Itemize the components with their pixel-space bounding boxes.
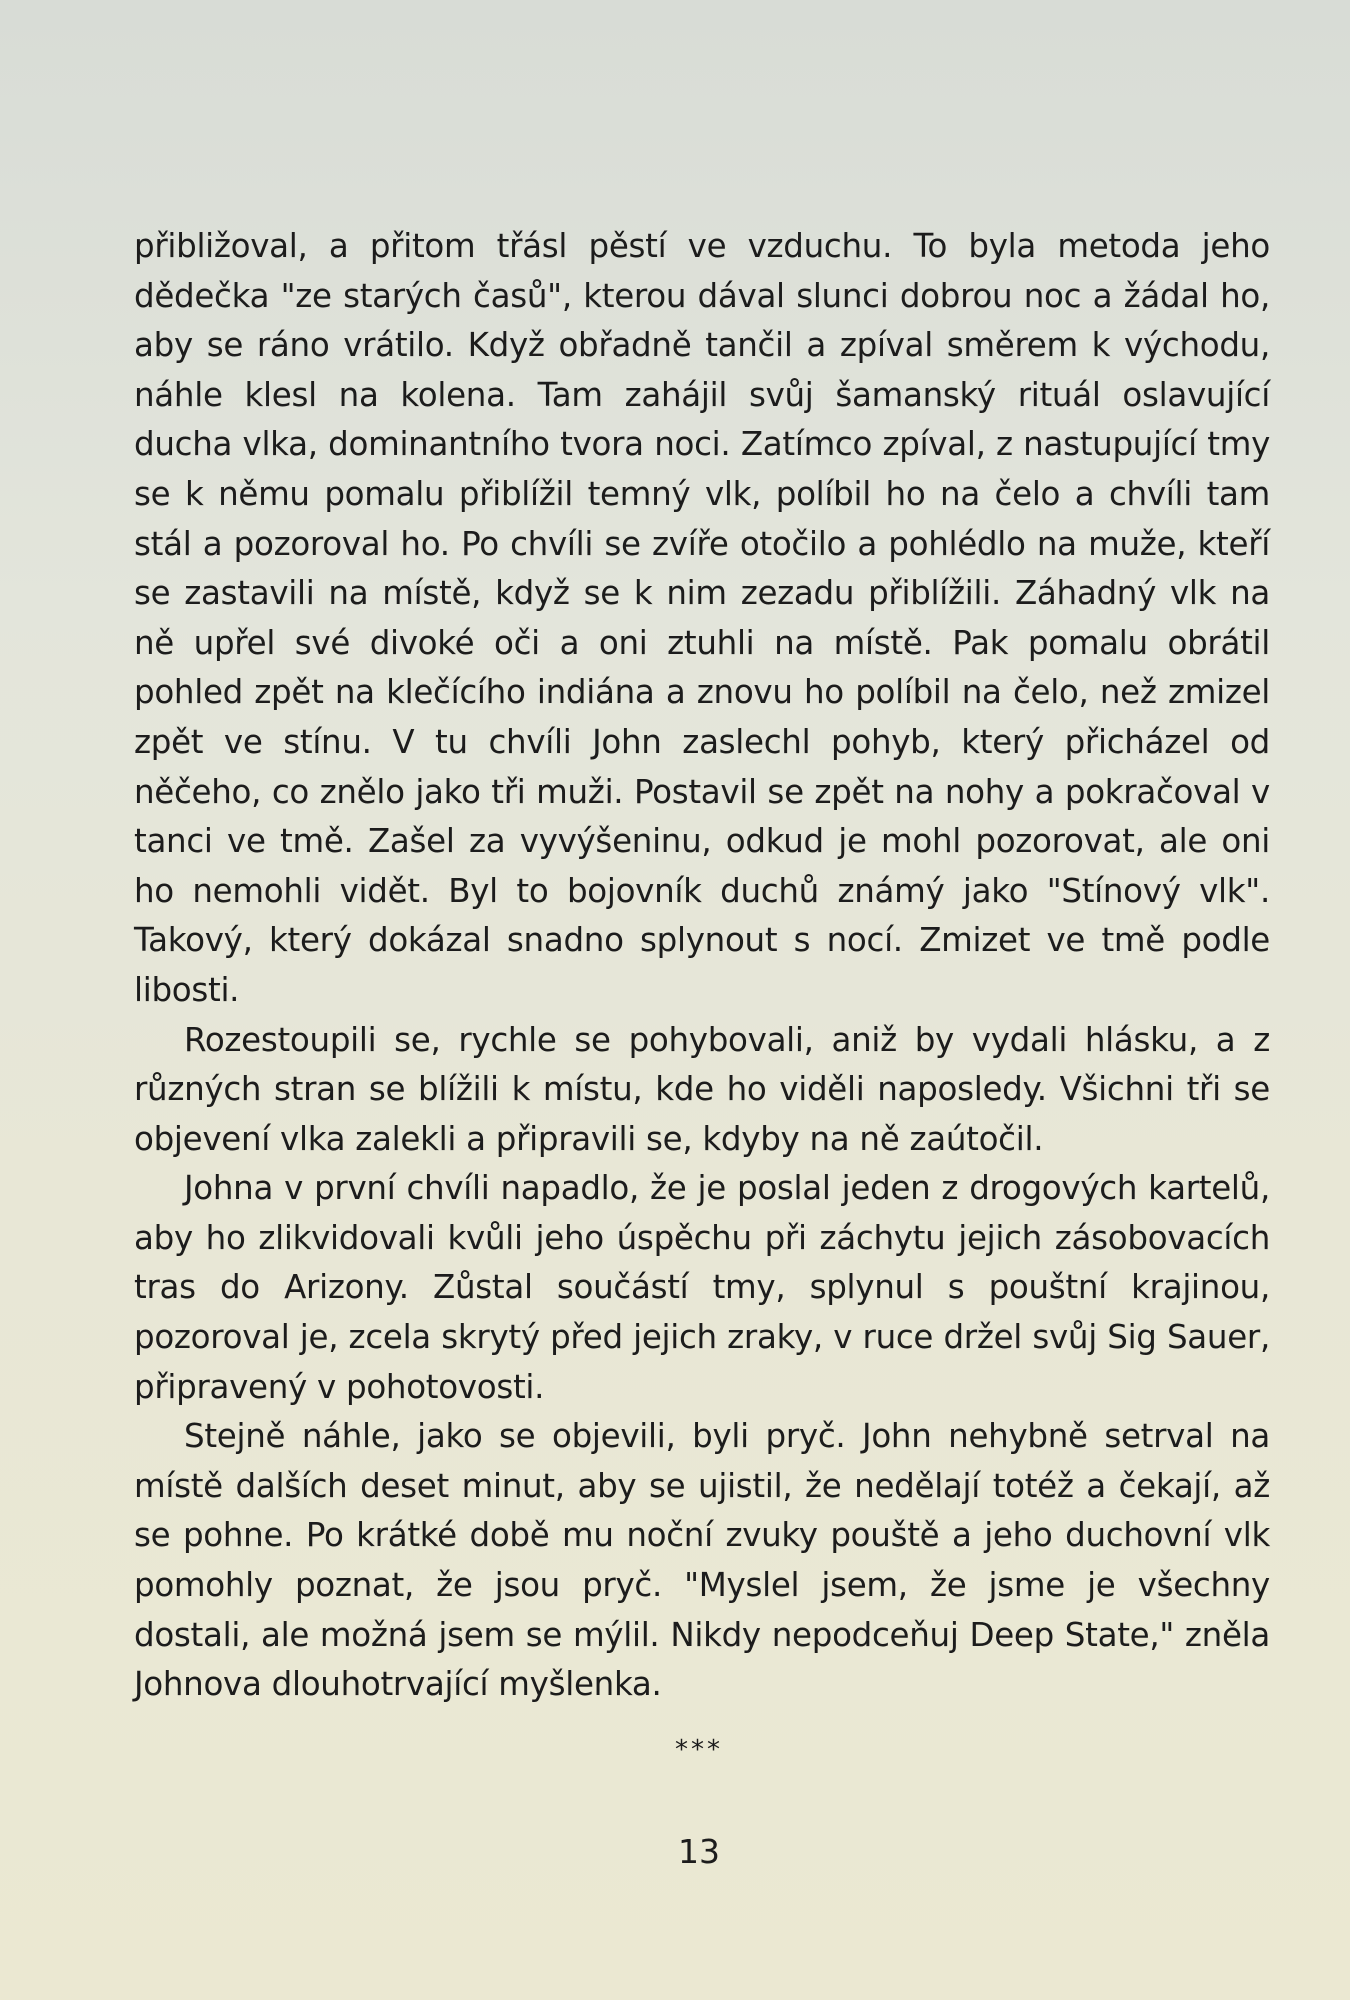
body-text	[134, 222, 1270, 1710]
section-separator: ***	[675, 1735, 723, 1765]
page-number: 13	[678, 1832, 720, 1871]
paragraph-1: přibližoval, a přitom třásl pěstí ve vzduchu. To byla metoda jeho dědečka "ze starých časů", kterou dával slunci dobrou noc a žádal ho, aby se ráno vrátilo. Když obřadně tančil a zpíval směrem k východu, náhle klesl na kolena. Tam zahájil svůj šamanský rituál oslavující ducha vlka, dominantního tvora noci. Zatímco zpíval, z nastupující tmy se k němu pomalu přiblížil temný vlk, políbil ho na čelo a chvíli tam stál a pozoroval ho. Po chvíli se zvíře otočilo a pohlédlo na muže, kteří se zastavili na místě, když se k nim zezadu přiblížili. Záhadný vlk na ně upřel své divoké oči a oni ztuhli na místě. Pak pomalu obrátil pohled zpět na klečícího indiána a znovu ho políbil na čelo, než zmizel zpět ve stínu. V tu chvíli John zaslechl pohyb, který přicházel od něčeho, co znělo jako tři muži. Postavil se zpět na nohy a pokračoval v tanci ve tmě. Zašel za vyvýšeninu, odkud je mohl pozorovat, ale oni ho nemohli vidět. Byl to bojovník duchů známý jako "Stínový vlk". Takový, který dokázal snadno splynout s nocí. Zmizet ve tmě podle libosti.	[134, 227, 1270, 1009]
paragraph-2: Rozestoupili se, rychle se pohybovali, aniž by vydali hlásku, a z různých stran se blížili k místu, kde ho viděli naposledy. Všichni tři se objevení vlka zalekli a připravili se, kdyby na ně zaútočil.	[134, 1020, 1270, 1158]
paragraph-4: Stejně náhle, jako se objevili, byli pryč. John nehybně setrval na místě dalších deset minut, aby se ujistil, že nedělají totéž a čekají, až se pohne. Po krátké době mu noční zvuky pouště a jeho duchovní vlk pomohly poznat, že jsou pryč. "Myslel jsem, že jsme je všechny dostali, ale možná jsem se mýlil. Nikdy nepodceňuj Deep State," zněla Johnova dlouhotrvající myšlenka.	[134, 1417, 1270, 1704]
paragraph-3: Johna v první chvíli napadlo, že je poslal jeden z drogových kartelů, aby ho zlikvidovali kvůli jeho úspěchu při záchytu jejich zásobovacích tras do Arizony. Zůstal součástí tmy, splynul s pouštní krajinou, pozoroval je, zcela skrytý před jejich zraky, v ruce držel svůj Sig Sauer, připravený v pohotovosti.	[134, 1169, 1270, 1406]
